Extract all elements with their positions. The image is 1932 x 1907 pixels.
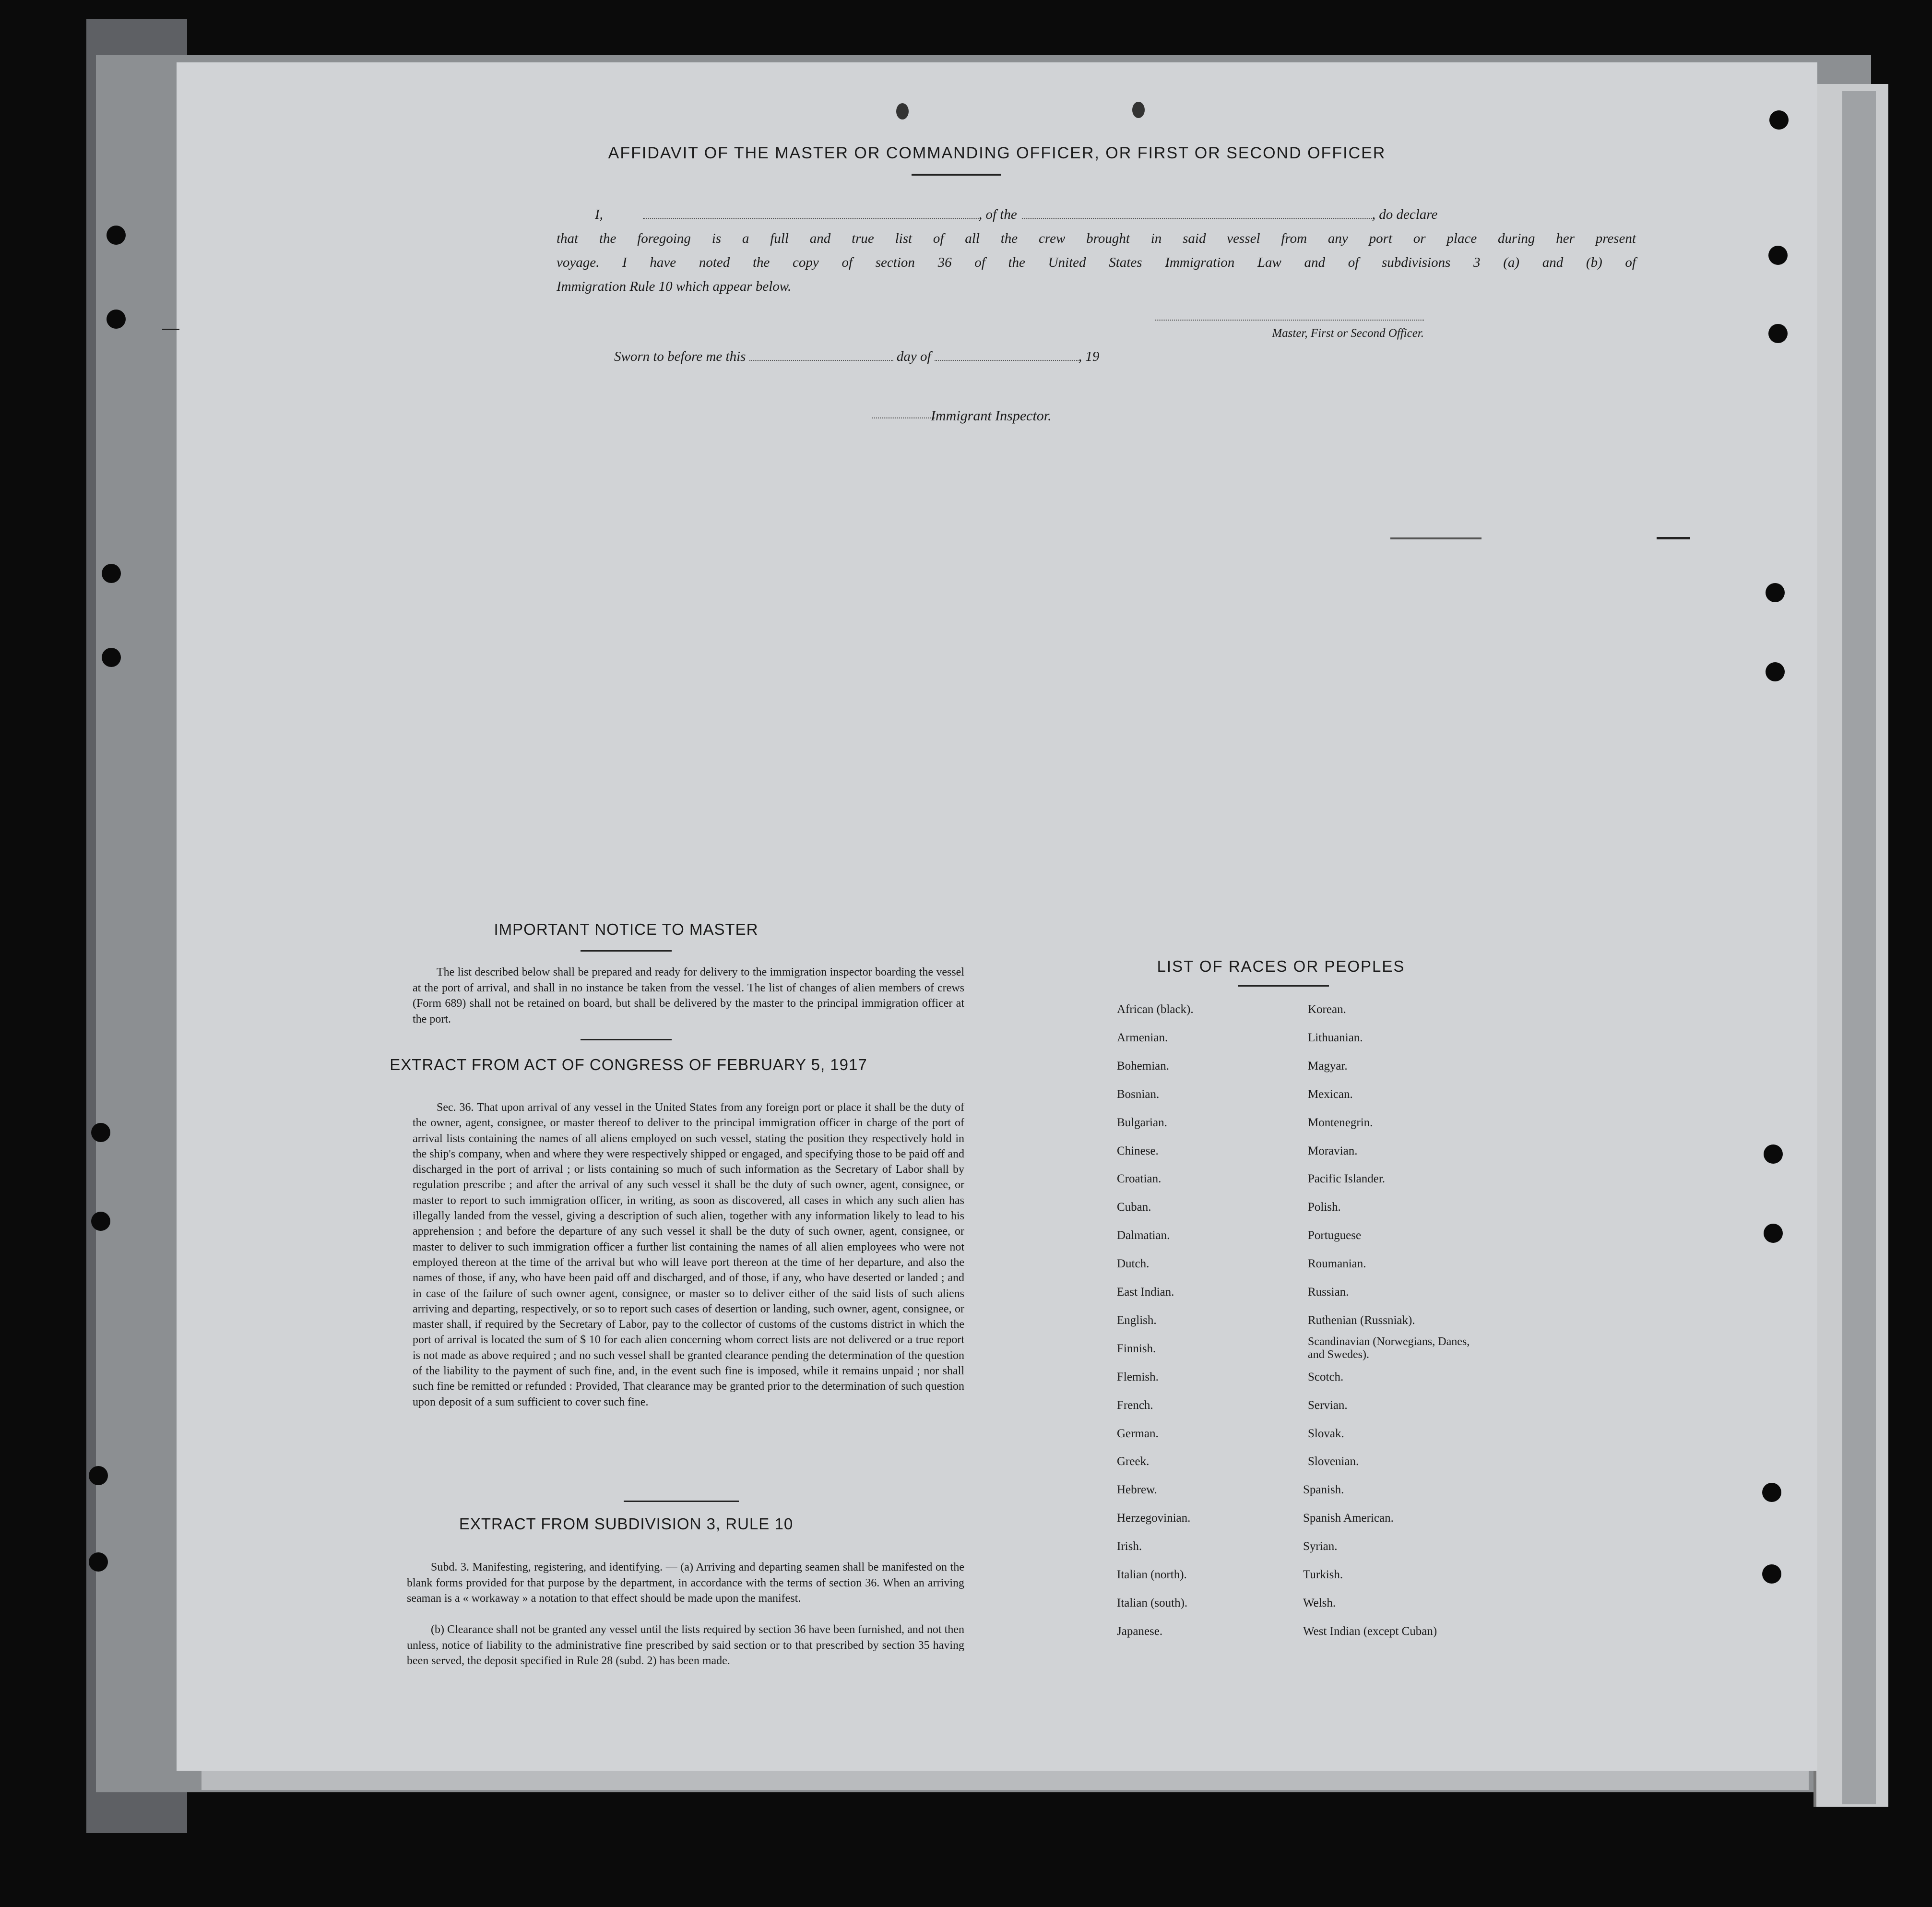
race-item: Montenegrin. bbox=[1308, 1116, 1373, 1129]
declaration-line-3: voyage. I have noted the copy of section 36 of the United States Immigration Law and of subdivisions 3 (a) and (b) of bbox=[557, 255, 1636, 270]
binder-hole bbox=[102, 564, 121, 583]
race-item: German. bbox=[1117, 1427, 1159, 1440]
races-rule bbox=[1238, 985, 1329, 987]
binder-hole bbox=[1768, 324, 1788, 343]
binder-hole bbox=[89, 1552, 108, 1572]
margin-mark bbox=[162, 329, 179, 330]
race-item: Hebrew. bbox=[1117, 1483, 1157, 1497]
notice-text: The list described below shall be prepared and ready for delivery to the immigration inspector boarding the vessel at the port of arrival, and shall in no instance be taken from the vessel. The list of changes of alien members of crews (Form 689) shall not be retained on board, but shall be delivered by the master to the principal immigration officer at the port. bbox=[413, 966, 964, 1025]
name-blank[interactable] bbox=[643, 203, 979, 219]
race-item: Armenian. bbox=[1117, 1031, 1168, 1044]
stray-mark bbox=[1657, 537, 1690, 539]
race-item: East Indian. bbox=[1117, 1286, 1174, 1299]
binder-hole bbox=[102, 648, 121, 667]
extract-rule-title: EXTRACT FROM SUBDIVISION 3, RULE 10 bbox=[459, 1515, 794, 1533]
binder-hole bbox=[1764, 1144, 1783, 1164]
binder-hole bbox=[1769, 110, 1789, 130]
title-rule bbox=[912, 174, 1001, 176]
race-item: Lithuanian. bbox=[1308, 1031, 1363, 1044]
binder-hole bbox=[91, 1123, 110, 1142]
race-item: Slovak. bbox=[1308, 1427, 1344, 1440]
declaration-i: I, bbox=[595, 207, 603, 222]
vessel-blank[interactable] bbox=[1022, 203, 1372, 219]
race-item: Slovenian. bbox=[1308, 1455, 1359, 1468]
race-item: Pacific Islander. bbox=[1308, 1172, 1386, 1186]
binder-hole bbox=[89, 1466, 108, 1485]
declaration-line-4: Immigration Rule 10 which appear below. bbox=[557, 279, 792, 294]
signature-label: Master, First or Second Officer. bbox=[1272, 327, 1424, 340]
race-item: Polish. bbox=[1308, 1201, 1341, 1214]
day-blank[interactable] bbox=[749, 346, 893, 361]
race-item: African (black). bbox=[1117, 1003, 1194, 1016]
sworn-line bbox=[614, 345, 1334, 369]
notice-rule bbox=[581, 950, 672, 952]
race-item: Cuban. bbox=[1117, 1201, 1151, 1214]
race-item: Bohemian. bbox=[1117, 1059, 1170, 1073]
race-item: Syrian. bbox=[1303, 1540, 1338, 1553]
declaration-do-declare: , do declare bbox=[1372, 207, 1438, 222]
race-item: Servian. bbox=[1308, 1398, 1348, 1412]
race-item: Scandinavian (Norwegians, Danes, and Swedes). bbox=[1308, 1335, 1470, 1361]
race-item: Roumanian. bbox=[1308, 1257, 1366, 1271]
race-item: Bosnian. bbox=[1117, 1087, 1160, 1101]
punch-hole bbox=[896, 103, 909, 119]
binder-hole bbox=[1766, 662, 1785, 681]
extract-act-rule bbox=[624, 1501, 739, 1502]
race-item: Russian. bbox=[1308, 1286, 1349, 1299]
race-item: Bulgarian. bbox=[1117, 1116, 1167, 1129]
binder-hole bbox=[91, 1212, 110, 1231]
race-item: Magyar. bbox=[1308, 1059, 1348, 1073]
binder-hole bbox=[1766, 583, 1785, 602]
race-item: English. bbox=[1117, 1313, 1157, 1327]
race-item: Italian (south). bbox=[1117, 1596, 1188, 1609]
punch-hole bbox=[1132, 102, 1145, 118]
race-item: Spanish. bbox=[1303, 1483, 1344, 1497]
sworn-prefix: Sworn to before me this bbox=[614, 349, 746, 364]
race-item: Herzegovinian. bbox=[1117, 1512, 1191, 1525]
extract-act-text: Sec. 36. That upon arrival of any vessel in the United States from any foreign port or place it shall be the duty of the owner, agent, consignee, or master thereof to deliver to the principal immigration officer in charge of the port of arrival lists containing the names of all aliens employed on such vessel, stating the position they respectively hold in the ship's company, when and where they were respectively shipped or engaged, and specifying those to be paid off and discharged in the port of arrival ; or lists containing so much of such information as the Secretary of Labor shall by regulation prescribe ; and after the arrival of any such vessel it shall be the duty of such owner, agent, consignee, or master to report to such immigration officer, in writing, as soon as discovered, all cases in which any such alien has illegally landed from the vessel, giving a description of such alien, together with any information likely to lead to his apprehension ; and before the departure of any such vessel it shall be the duty of such owner, agent, consignee, or master to deliver to such immigration officer a further list containing the names of all alien employees who were not employed thereon at the time of the arrival but who will leave port thereon at the time of her departure, and also the names of those, if any, who have been paid off and discharged, and of those, if any, who have deserted or landed ; and in case of the failure of such owner agent, consignee, or master so to deliver either of the said lists of such aliens arriving and departing, respectively, or so to report such cases of desertion or landing, such owner, agent, consignee, or master shall, if required by the Secretary of Labor, pay to the collector of customs of the customs district in which the port of arrival is located the sum of $ 10 for each alien concerning whom correct lists are not delivered or a true report is not made as above required ; and no such vessel shall be granted clearance pending the determination of the question of the liability to the payment of such fine, and, in the event such fine is imposed, while it remains unpaid ; nor shall such fine be remitted or refunded : Provided, That clearance may be granted prior to the determination of such question upon deposit of a sum sufficient to cover such fine. bbox=[413, 1101, 964, 1408]
race-item: French. bbox=[1117, 1398, 1153, 1412]
race-item: Welsh. bbox=[1303, 1596, 1336, 1609]
notice-end-rule bbox=[581, 1039, 672, 1040]
back-sheet-edge bbox=[1842, 91, 1876, 1804]
race-item: Mexican. bbox=[1308, 1087, 1353, 1101]
affidavit-title: AFFIDAVIT OF THE MASTER OR COMMANDING OFFICER, OR FIRST OR SECOND OFFICER bbox=[608, 144, 1386, 162]
race-item: Spanish American. bbox=[1303, 1512, 1394, 1525]
binder-hole bbox=[1762, 1483, 1781, 1502]
race-item: Dalmatian. bbox=[1117, 1229, 1170, 1242]
inspector-label: Immigrant Inspector. bbox=[931, 408, 1052, 424]
race-item: West Indian (except Cuban) bbox=[1303, 1624, 1437, 1638]
race-item: Flemish. bbox=[1117, 1370, 1159, 1383]
sworn-day-of: day of bbox=[896, 349, 931, 364]
race-item: Greek. bbox=[1117, 1455, 1150, 1468]
race-item: Scotch. bbox=[1308, 1370, 1344, 1383]
signature-line[interactable] bbox=[1155, 320, 1424, 321]
race-item: Italian (north). bbox=[1117, 1568, 1187, 1581]
notice-title: IMPORTANT NOTICE TO MASTER bbox=[494, 920, 759, 938]
races-title: LIST OF RACES OR PEOPLES bbox=[1157, 957, 1405, 975]
binder-hole bbox=[1768, 246, 1788, 265]
race-item: Finnish. bbox=[1117, 1342, 1156, 1355]
race-item: Dutch. bbox=[1117, 1257, 1150, 1271]
extract-rule-para-a: Subd. 3. Manifesting, registering, and identifying. — (a) Arriving and departing seamen shall be manifested on the blank forms provided for that purpose by the department, in accordance with the terms of section 36. When an arriving seaman is a « workaway » a notation to that effect should be made upon the manifest. bbox=[407, 1561, 964, 1605]
binder-hole bbox=[1762, 1564, 1781, 1584]
race-item: Portuguese bbox=[1308, 1229, 1362, 1242]
binder-hole bbox=[107, 310, 126, 329]
inspector-line[interactable] bbox=[872, 417, 935, 418]
race-item: Ruthenian (Russniak). bbox=[1308, 1313, 1415, 1327]
race-item: Japanese. bbox=[1117, 1624, 1163, 1638]
stray-mark bbox=[1390, 537, 1482, 539]
month-blank[interactable] bbox=[935, 346, 1079, 361]
sworn-year: , 19 bbox=[1078, 349, 1100, 364]
declaration-line-1 bbox=[557, 203, 1636, 226]
binder-hole bbox=[107, 226, 126, 245]
race-item: Irish. bbox=[1117, 1540, 1142, 1553]
form-page bbox=[177, 62, 1817, 1771]
race-item: Turkish. bbox=[1303, 1568, 1343, 1581]
extract-rule-para-b: (b) Clearance shall not be granted any vessel until the lists required by section 36 have been furnished, and not then unless, notice of liability to the administrative fine prescribed by said section or to that prescribed by section 35 having been served, the deposit specified in Rule 28 (subd. 2) has been made. bbox=[407, 1623, 964, 1667]
extract-act-title: EXTRACT FROM ACT OF CONGRESS OF FEBRUARY 5, 1917 bbox=[390, 1056, 867, 1073]
binder-hole bbox=[1764, 1224, 1783, 1243]
race-item: Korean. bbox=[1308, 1003, 1346, 1016]
race-item: Moravian. bbox=[1308, 1144, 1358, 1157]
declaration-line-2: that the foregoing is a full and true list of all the crew brought in said vessel from any port or place during her present bbox=[557, 231, 1636, 246]
declaration-of-the: , of the bbox=[979, 207, 1017, 222]
race-item: Chinese. bbox=[1117, 1144, 1159, 1157]
race-item: Croatian. bbox=[1117, 1172, 1162, 1186]
